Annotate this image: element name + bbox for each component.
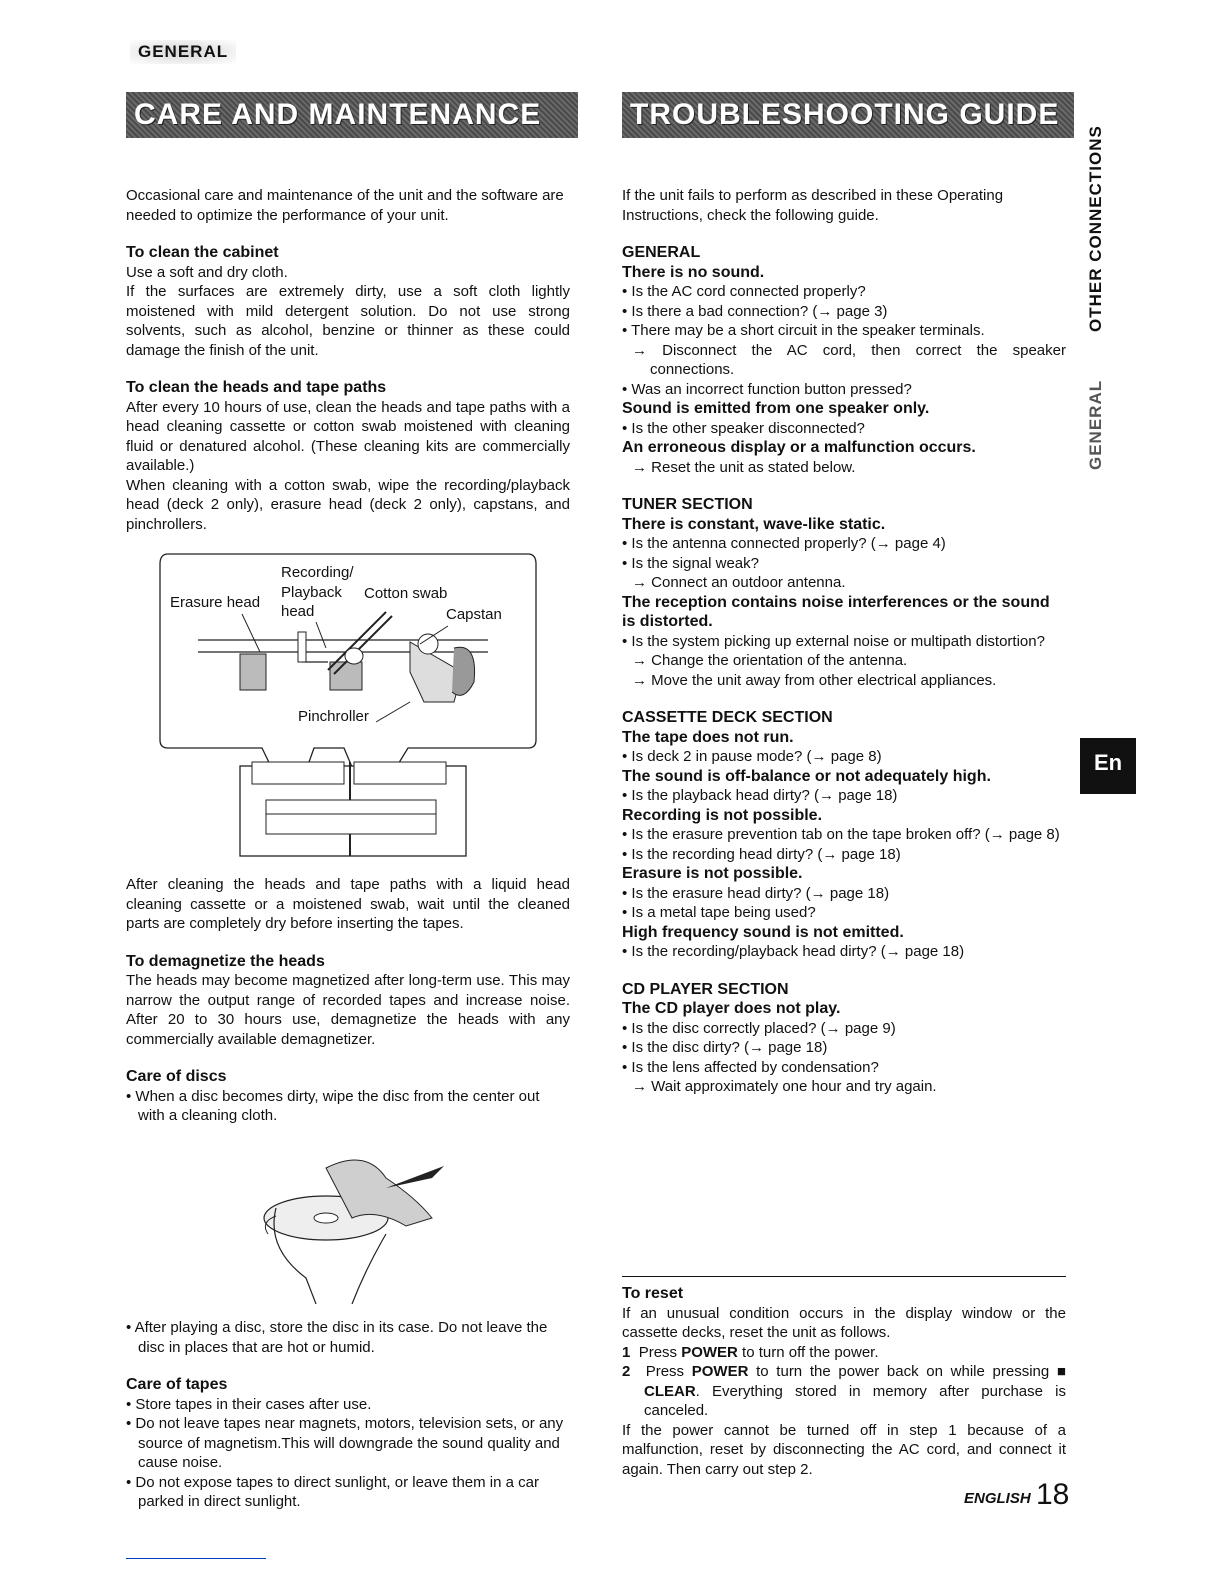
tuner-check-2: • Is the signal weak? [622, 554, 759, 572]
general-check-2: • Is there a bad connection? (→ page 3) [622, 302, 888, 320]
cabinet-p2: If the surfaces are extremely dirty, use a soft cloth lightly moistened with mild detergent solution. Do not use strong solvents, such as alcohol, benzine or thinner as these could damage the finish of the unit. [126, 283, 570, 359]
cd-symptom-1: The CD player does not play. [622, 1000, 841, 1017]
cassette-symptom-2: The sound is off-balance or not adequately high. [622, 767, 991, 785]
after-clean-text: After cleaning the heads and tape paths with a liquid head cleaning cassette or a moistened swab, wait until the cleaned parts are completely dry before inserting the tapes. [126, 876, 570, 932]
figure-label-erasure-head: Erasure head [170, 594, 261, 611]
reset-step-1-key: POWER [681, 1343, 738, 1361]
general-check-5: • Is the other speaker disconnected? [622, 419, 865, 437]
tapes-bullet-3: • Do not expose tapes to direct sunlight, or leave them in a car parked in direct sunlight. [126, 1473, 539, 1510]
cassette-section-title: CASSETTE DECK SECTION [622, 709, 833, 726]
tuner-section-title: TUNER SECTION [622, 496, 753, 513]
reset-step-2-key: POWER [691, 1363, 749, 1380]
demag-text: The heads may become magnetized after long-term use. This may narrow the output range of recorded tapes and increase noise. After 20 to 30 hours use, demagnetize the heads with any commercially available demagnetizer. [126, 972, 570, 1048]
heads-title: To clean the heads and tape paths [126, 379, 387, 396]
link-underline [126, 1558, 266, 1559]
figure-label-head: head [281, 603, 315, 620]
reset-divider [622, 1276, 1066, 1277]
cassette-check-4: • Is the recording head dirty? (→ page 18) [622, 845, 901, 863]
reset-step-2-pre: Press [645, 1363, 692, 1380]
cassette-check-5: • Is the erasure head dirty? (→ page 18) [622, 884, 890, 902]
tapes-title: Care of tapes [126, 1376, 228, 1393]
troubleshooting-banner: TROUBLESHOOTING GUIDE [622, 92, 1074, 138]
cabinet-title: To clean the cabinet [126, 244, 279, 261]
trouble-intro: If the unit fails to perform as described in these Operating Instructions, check the following guide. [622, 187, 1004, 224]
reset-step-2-mid: to turn the power back on while pressing ■ [748, 1363, 1066, 1380]
troubleshooting-column [622, 186, 1066, 1097]
tapes-bullet-1: • Store tapes in their cases after use. [126, 1395, 372, 1413]
tuner-action-1: → Connect an outdoor antenna. [632, 574, 846, 591]
figure-label-cotton-swab: Cotton swab [364, 585, 448, 602]
tuner-symptom-1: There is constant, wave-like static. [622, 515, 886, 533]
disc-cleaning-illustration [256, 1138, 446, 1304]
tuner-action-2: → Change the orientation of the antenna. [632, 652, 908, 669]
heads-p1: After every 10 hours of use, clean the heads and tape paths with a head cleaning cassette or cotton swab moistened with cleaning fluid or denatured alcohol. (These cleaning kits are commercially available.) [126, 398, 570, 474]
general-symptom-3: An erroneous display or a malfunction occurs. [622, 439, 976, 456]
footer-language: ENGLISH [964, 1490, 1031, 1507]
language-tab: En [1080, 738, 1136, 794]
cassette-check-3: • Is the erasure prevention tab on the tape broken off? (→ page 8) [622, 826, 1060, 843]
reset-step-2-key2: CLEAR [644, 1382, 696, 1400]
section-tag: GENERAL [130, 40, 236, 64]
side-tab-general[interactable]: GENERAL [1086, 379, 1105, 470]
care-column [126, 186, 570, 534]
reset-title: To reset [622, 1285, 684, 1302]
reset-step-2 [622, 1362, 1066, 1421]
general-check-1: • Is the AC cord connected properly? [622, 283, 866, 300]
care-banner: CARE AND MAINTENANCE [126, 92, 578, 138]
tuner-check-3: • Is the system picking up external noise or multipath distortion? [622, 632, 1045, 650]
discs-title: Care of discs [126, 1068, 227, 1085]
cassette-symptom-5: High frequency sound is not emitted. [622, 923, 904, 941]
cd-check-1: • Is the disc correctly placed? (→ page 9) [622, 1019, 896, 1037]
figure-label-playback: Playback [281, 584, 342, 601]
cassette-check-1: • Is deck 2 in pause mode? (→ page 8) [622, 748, 882, 765]
reset-step-1-pre: Press [638, 1343, 682, 1361]
care-column-bottom [126, 1318, 570, 1512]
cassette-symptom-1: The tape does not run. [622, 728, 794, 746]
tuner-symptom-2: The reception contains noise interferences or the sound is distorted. [622, 593, 1050, 630]
cd-action-1: → Wait approximately one hour and try again. [632, 1078, 937, 1095]
demag-title: To demagnetize the heads [126, 952, 325, 970]
figure-label-pinchroller: Pinchroller [298, 708, 369, 725]
care-column-lower [126, 875, 570, 1126]
tapes-bullet-2: • Do not leave tapes near magnets, motors, television sets, or any source of magnetism.This will downgrade the sound quality and cause noise. [126, 1415, 564, 1471]
general-action-2: → Reset the unit as stated below. [632, 458, 856, 476]
general-check-4: • Was an incorrect function button pressed? [622, 380, 912, 398]
general-action-1: → Disconnect the AC cord, then correct the speaker connections. [632, 341, 1066, 378]
tuner-action-3: → Move the unit away from other electrical appliances. [632, 671, 997, 689]
page-number: 18 [1036, 1478, 1070, 1511]
side-tab-other-connections[interactable]: OTHER CONNECTIONS [1086, 125, 1105, 332]
figure-label-recording: Recording/ [281, 564, 354, 581]
reset-step-1 [622, 1343, 1066, 1363]
reset-step-1-post: to turn off the power. [737, 1343, 879, 1361]
heads-p2: When cleaning with a cotton swab, wipe the recording/playback head (deck 2 only), erasure head (deck 2 only), capstans, and pinchrollers. [126, 476, 570, 533]
reset-section [622, 1284, 1066, 1479]
cassette-check-6: • Is a metal tape being used? [622, 904, 816, 921]
tape-head-figure [158, 552, 538, 858]
reset-step-2-post: . Everything stored in memory after purchase is canceled. [644, 1382, 1066, 1419]
reset-intro: If an unusual condition occurs in the display window or the cassette decks, reset the unit as follows. [622, 1304, 1066, 1341]
cd-section-title: CD PLAYER SECTION [622, 980, 789, 998]
cassette-symptom-4: Erasure is not possible. [622, 865, 803, 882]
disc-cleaning-figure [256, 1138, 446, 1304]
reset-step-2-number: 2 [622, 1363, 631, 1380]
tuner-check-1: • Is the antenna connected properly? (→ page 4) [622, 535, 946, 552]
reset-step-1-number: 1 [622, 1343, 631, 1361]
general-check-3: • There may be a short circuit in the speaker terminals. [622, 322, 985, 339]
care-intro: Occasional care and maintenance of the unit and the software are needed to optimize the performance of your unit. [126, 187, 564, 224]
cassette-symptom-3: Recording is not possible. [622, 806, 823, 824]
reset-outro: If the power cannot be turned off in step 1 because of a malfunction, reset by disconnecting the AC cord, and connect it again. Then carry out step 2. [622, 1421, 1066, 1478]
cassette-check-7: • Is the recording/playback head dirty? (→ page 18) [622, 943, 965, 960]
general-symptom-2: Sound is emitted from one speaker only. [622, 400, 930, 417]
cabinet-p1: Use a soft and dry cloth. [126, 263, 288, 281]
general-symptom-1: There is no sound. [622, 263, 765, 281]
figure-label-capstan: Capstan [446, 606, 502, 623]
cassette-check-2: • Is the playback head dirty? (→ page 18) [622, 787, 898, 804]
cd-check-2: • Is the disc dirty? (→ page 18) [622, 1039, 828, 1056]
general-section-title: GENERAL [622, 244, 701, 261]
cd-check-3: • Is the lens affected by condensation? [622, 1058, 879, 1076]
discs-bullet-2: • After playing a disc, store the disc in its case. Do not leave the disc in places that are hot or humid. [126, 1319, 548, 1356]
discs-bullet-1: • When a disc becomes dirty, wipe the disc from the center out with a cleaning cloth. [126, 1087, 540, 1124]
